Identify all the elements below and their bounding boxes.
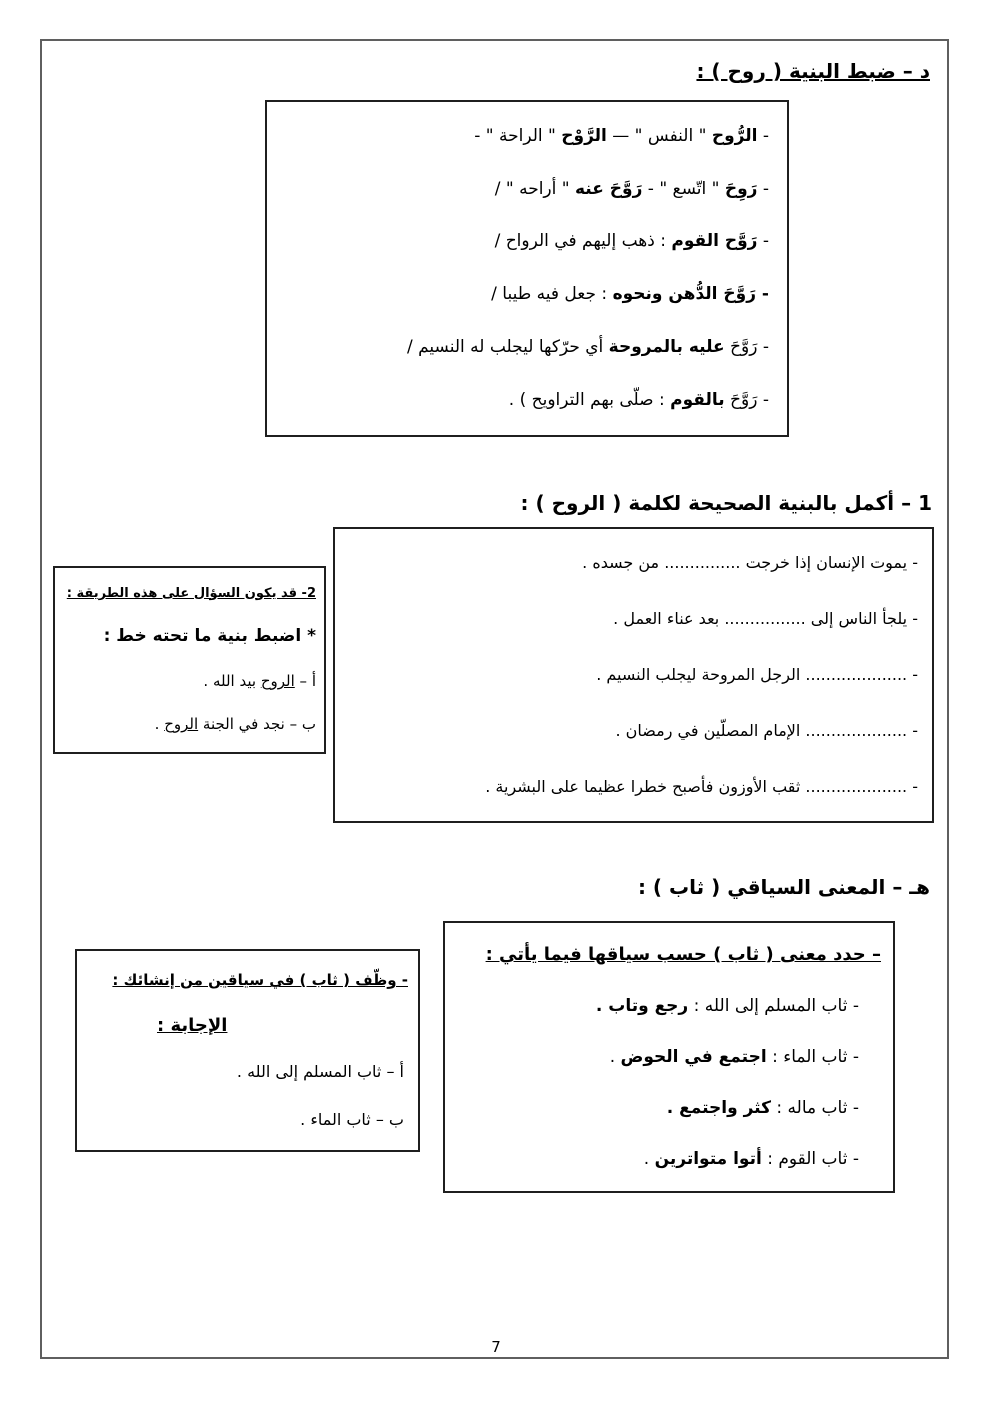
fill-blank-item: - يلجأ الناس إلى ................ بعد عناء العمل . bbox=[613, 609, 918, 629]
hint-box-subtitle: * اضبط بنية ما تحته خط : bbox=[103, 626, 316, 647]
apply-box-title: - وظّف ( ثاب ) في سياقين من إنشائك : bbox=[112, 971, 408, 990]
fill-blank-item: - .................... ثقب الأوزون فأصبح خطرا عظيما على البشرية . bbox=[485, 777, 918, 797]
question-style-hint-box bbox=[53, 566, 326, 754]
fill-blank-item: - .................... الإمام المصلّين في رمضان . bbox=[615, 721, 918, 741]
answer-item: ب – ثاب الماء . bbox=[300, 1110, 404, 1130]
definition-line: - رَوَّحَ عليه بالمروحة أي حرّكها ليجلب له النسيم / bbox=[406, 337, 769, 358]
hint-item: ب – نجد في الجنة الروح . bbox=[154, 715, 316, 734]
exercise-1-heading: 1 – أكمل بالبنية الصحيحة لكلمة ( الروح ) : bbox=[520, 491, 932, 515]
thab-meaning-item: - ثاب الماء : اجتمع في الحوض . bbox=[609, 1047, 859, 1068]
thab-meaning-item: - ثاب المسلم إلى الله : رجع وتاب . bbox=[595, 996, 859, 1017]
section-d-heading: د – ضبط البنية ( روح ) : bbox=[696, 59, 930, 83]
fill-blank-item: - .................... الرجل المروحة ليجلب النسيم . bbox=[596, 665, 918, 685]
thab-box-title: – حدد معنى ( ثاب ) حسب سياقها فيما يأتي : bbox=[485, 943, 881, 965]
apply-thab-box bbox=[75, 949, 420, 1152]
rooh-definitions-box bbox=[265, 100, 789, 437]
answer-item: أ – ثاب المسلم إلى الله . bbox=[236, 1061, 404, 1081]
fill-blank-item: - يموت الإنسان إذا خرجت ............... من جسده . bbox=[582, 553, 918, 573]
thab-meaning-item: - ثاب ماله : كثر واجتمع . bbox=[666, 1098, 859, 1119]
definition-line: - رَوِحَ " اتّسع " - رَوَّحَ عنه " أراحه " / bbox=[494, 178, 769, 199]
thab-meaning-item: - ثاب القوم : أتوا متواترين . bbox=[643, 1148, 859, 1169]
exercise-1-box bbox=[333, 527, 934, 823]
definition-line: - رَوَّح القوم : ذهب إليهم في الرواح / bbox=[494, 231, 769, 252]
thab-meanings-box bbox=[443, 921, 895, 1193]
definition-line: - رَوَّحَ الدُّهن ونحوه : جعل فيه طيبا / bbox=[491, 284, 769, 305]
answer-label: الإجابة : bbox=[157, 1015, 228, 1037]
page-number: 7 bbox=[491, 1338, 501, 1356]
hint-item: أ – الروح بيد الله . bbox=[203, 672, 316, 691]
section-h-heading: هـ – المعنى السياقي ( ثاب ) : bbox=[637, 875, 930, 899]
definition-line: - الرُّوح " النفس " — الرَّوْح " الراحة " - bbox=[474, 125, 769, 146]
hint-box-title: 2- قد يكون السؤال على هذه الطريقة : bbox=[66, 585, 316, 601]
definition-line: - رَوَّحَ بالقوم : صلّى بهم التراويح ) . bbox=[508, 389, 769, 410]
